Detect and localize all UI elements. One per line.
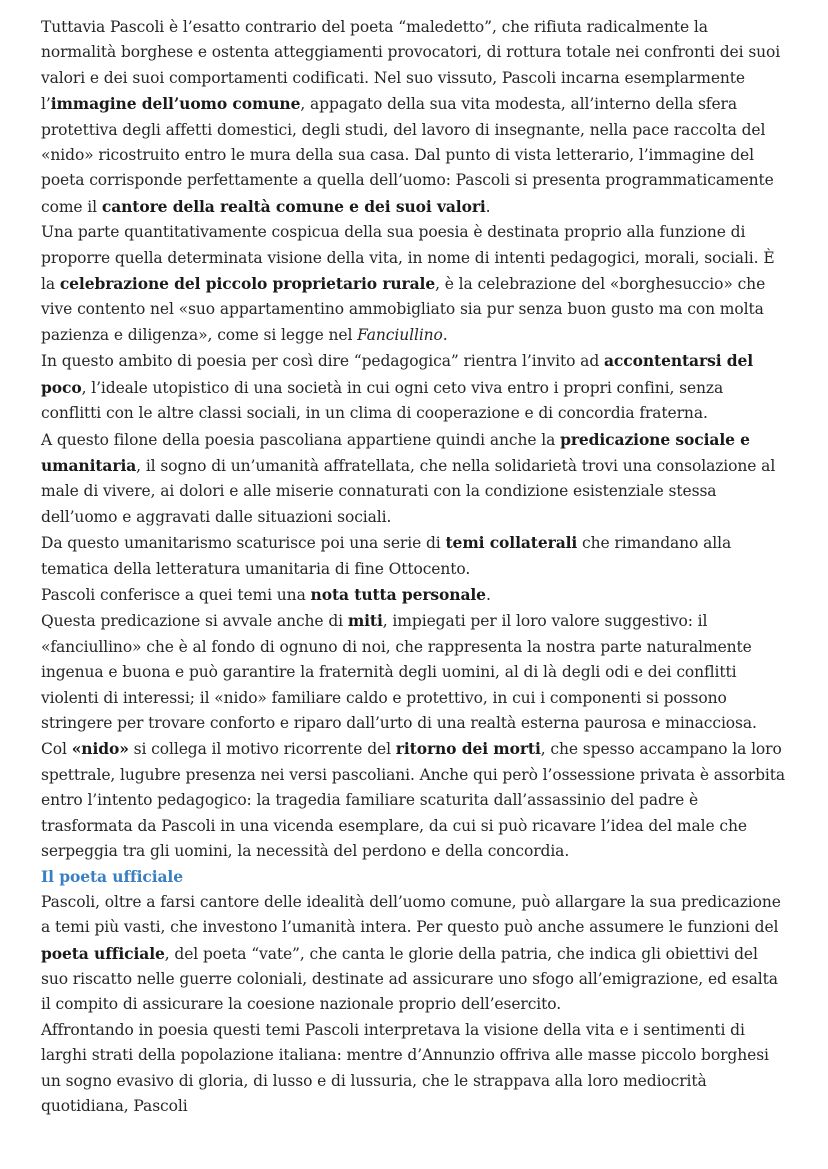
bold-emphasis: poeta ufficiale bbox=[41, 943, 165, 963]
text-run: . bbox=[442, 325, 448, 344]
bold-emphasis: accontentarsi del poco bbox=[41, 351, 754, 397]
text-run: , appagato della sua vita modesta, all’interno della sfera protettiva degli affetti domestici, degli studi, del lavoro di insegnante, nella pace raccolta del «nido» ricostruito entro le mura della sua casa. Dal punto di vista letterario, l’immagine del poeta corrisponde perfettamente a quella dell’uomo: Pascoli si presenta programmaticamente come il bbox=[41, 95, 774, 216]
bold-emphasis: ritorno dei morti bbox=[395, 739, 541, 759]
text-run: Col bbox=[41, 740, 72, 759]
text-run: Da questo umanitarismo scaturisce poi una serie di bbox=[41, 534, 446, 553]
text-run: , l’ideale utopistico di una società in cui ogni ceto viva entro i propri confini, senza conflitti con le altre classi sociali, in un clima di cooperazione e di concordia fraterna. bbox=[41, 378, 724, 423]
bold-emphasis: miti bbox=[347, 611, 383, 631]
bold-emphasis: «nido» bbox=[71, 739, 129, 759]
paragraph-accontentarsi bbox=[41, 348, 786, 426]
text-run: che rimandano alla tematica della letteratura umanitaria di fine Ottocento. bbox=[41, 534, 732, 578]
paragraph-temi-collaterali bbox=[41, 530, 786, 582]
paragraph-uomo-comune bbox=[41, 15, 786, 220]
italic-title: Fanciullino bbox=[357, 325, 443, 344]
text-run: In questo ambito di poesia per così dire “pedagogica” rientra l’invito ad bbox=[41, 352, 604, 371]
text-run: , che spesso accampano la loro spettrale, lugubre presenza nei versi pascoliani. Anche qui però l’ossessione privata è assorbita entro l’intento pedagogico: la tragedia familiare scaturita dall’assassinio del padre è trasformata da Pascoli in una vicenda esemplare, da cui si può ricavare l’idea del male che serpeggia tra gli uomini, la necessità del perdono e della concordia. bbox=[41, 740, 786, 860]
text-run: Questa predicazione si avvale anche di bbox=[41, 612, 348, 631]
text-run: A questo filone della poesia pascoliana appartiene quindi anche la bbox=[41, 430, 561, 449]
section-heading: Il poeta ufficiale bbox=[41, 867, 183, 887]
paragraph-nota-personale bbox=[41, 582, 786, 608]
bold-emphasis: nota tutta personale bbox=[310, 584, 486, 604]
paragraph-poeta-ufficiale bbox=[41, 890, 786, 1018]
paragraph-ritorno-dei-morti bbox=[41, 736, 786, 864]
paragraph-visione-della-vita bbox=[41, 1018, 786, 1120]
bold-emphasis: predicazione sociale e umanitaria bbox=[41, 429, 750, 475]
document-page bbox=[41, 15, 786, 1119]
bold-emphasis: temi collaterali bbox=[445, 533, 578, 553]
text-run: Una parte quantitativamente cospicua della sua poesia è destinata proprio alla funzione di proporre quella determinata visione della vita, in nome di intenti pedagogici, morali, sociali. È la bbox=[41, 223, 775, 294]
text-run: , del poeta “vate”, che canta le glorie della patria, che indica gli obiettivi del suo riscatto nelle guerre coloniali, destinate ad assicurare uno sfogo all’emigrazione, ed esalta il compito di assicurare la coesione nazionale proprio dell’esercito. bbox=[41, 944, 778, 1014]
paragraph-piccolo-proprietario bbox=[41, 220, 786, 348]
text-run: , è la celebrazione del «borghesuccio» che vive contento nel «suo appartamentino ammobigliato sia pur senza buon gusto ma con molta pazienza e diligenza», come si legge nel bbox=[41, 275, 766, 344]
paragraph-predicazione-sociale bbox=[41, 427, 786, 531]
text-run: Pascoli conferisce a quei temi una bbox=[41, 585, 311, 604]
text-run: Tuttavia Pascoli è l’esatto contrario del poeta “maledetto”, che rifiuta radicalmente la normalità borghese e ostenta atteggiamenti provocatori, di rottura totale nei confronti dei suoi valori e dei suoi comportamenti codificati. Nel suo vissuto, Pascoli incarna esemplarmente l’ bbox=[41, 18, 781, 114]
text-run: . bbox=[485, 197, 491, 216]
text-run: si collega il motivo ricorrente del bbox=[128, 740, 396, 759]
text-run: , impiegati per il loro valore suggestivo: il «fanciullino» che è al fondo di ognuno di noi, che rappresenta la nostra parte naturalmente ingenua e buona e può garantire la fraternità degli uomini, al di là degli odi e dei conflitti violenti di interessi; il «nido» familiare caldo e protettivo, in cui i componenti si possono stringere per trovare conforto e riparo dall’urto di una realtà esterna paurosa e minacciosa. bbox=[41, 612, 757, 732]
text-run: , il sogno di un’umanità affratellata, che nella solidarietà trovi una consolazione al male di vivere, ai dolori e alle miserie connaturati con la condizione esistenziale stessa dell’uomo e aggravati dalle situazioni sociali. bbox=[41, 456, 776, 526]
text-run: Affrontando in poesia questi temi Pascoli interpretava la visione della vita e i sentimenti di larghi strati della popolazione italiana: mentre d’Annunzio offriva alle masse piccolo borghesi un sogno evasivo di gloria, di lusso e di lussuria, che le strappava alla loro mediocrità quotidiana, Pascoli bbox=[41, 1020, 769, 1116]
paragraph-miti bbox=[41, 608, 786, 736]
bold-emphasis: immagine dell’uomo comune bbox=[50, 94, 301, 114]
text-run: Pascoli, oltre a farsi cantore delle idealità dell’uomo comune, può allargare la sua predicazione a temi più vasti, che investono l’umanità intera. Per questo può anche assumere le funzioni del bbox=[41, 892, 781, 937]
text-run: . bbox=[485, 585, 491, 604]
bold-emphasis: celebrazione del piccolo proprietario rurale bbox=[59, 274, 436, 294]
bold-emphasis: cantore della realtà comune e dei suoi valori bbox=[101, 196, 486, 216]
